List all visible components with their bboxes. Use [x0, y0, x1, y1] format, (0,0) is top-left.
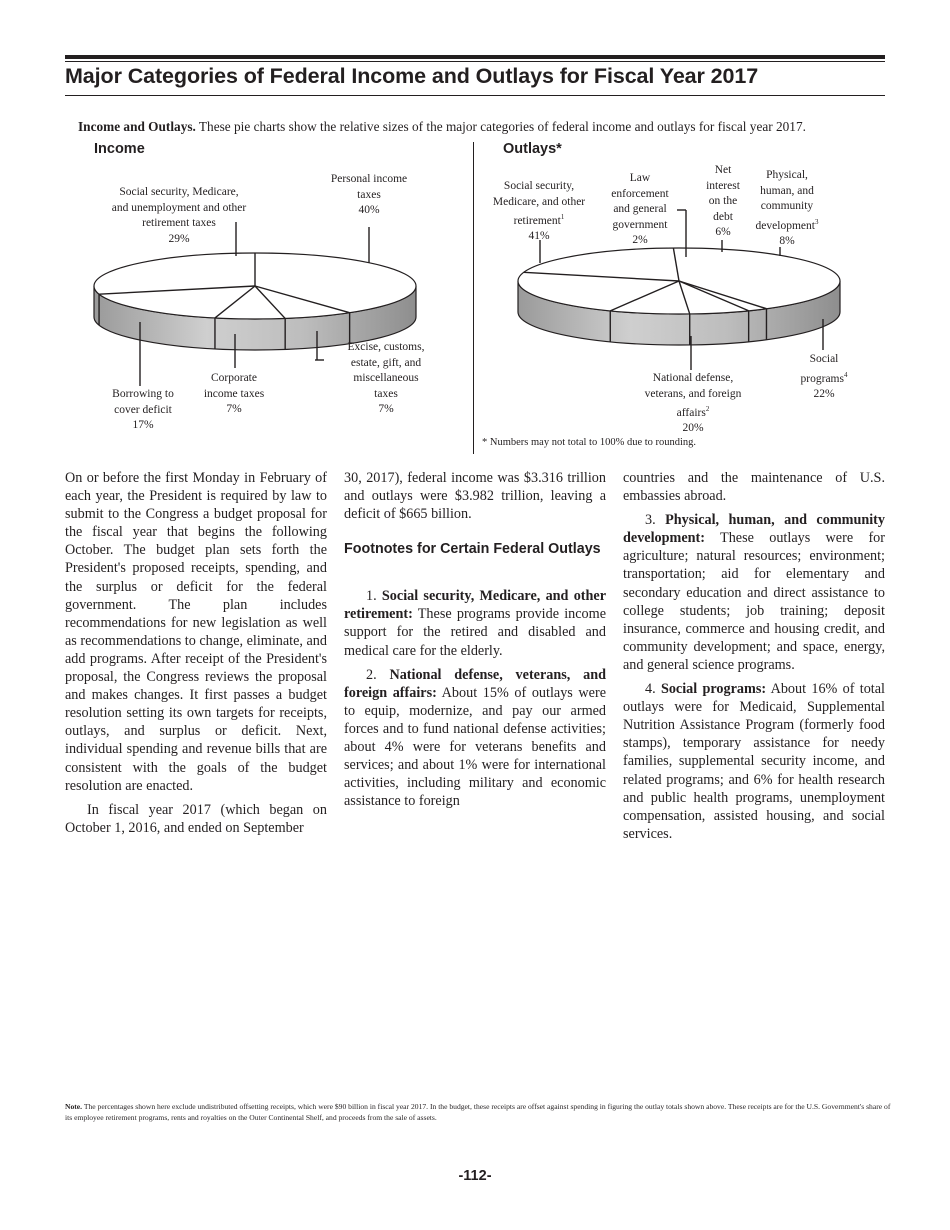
income-label-personal-l2: taxes	[357, 188, 381, 201]
footnote-4-text: About 16% of total outlays were for Medicaid, Supplemental Nutrition Assistance Program (formerly food stamps), temporary assistance for needy families, supplemental security income, and related programs; and 6% for health research and public health programs, unemployment compensation, assisted housing, and social services.	[623, 681, 885, 842]
footnote-4-title: Social programs:	[660, 681, 767, 698]
outlays-label-social-l2: Medicare, and other	[492, 195, 586, 208]
footnote-3-num: 3.	[645, 512, 656, 529]
body-column-1	[65, 469, 327, 837]
income-label-excise	[326, 340, 446, 418]
outlays-label-defense-sup: 2	[705, 405, 710, 413]
outlays-label-programs-l1: Social	[809, 353, 839, 365]
outlays-label-law-l1: Law	[629, 172, 651, 184]
footnote-4	[623, 680, 885, 843]
outlays-label-law-l3: and general	[613, 203, 667, 215]
income-label-personal-pct: 40%	[358, 204, 380, 216]
income-label-borrowing	[98, 387, 188, 434]
body-column-2	[344, 469, 606, 810]
income-label-excise-l4: taxes	[374, 387, 398, 400]
footnote-2-start	[344, 666, 606, 811]
outlays-label-law-pct: 2%	[632, 234, 648, 246]
body-paragraph-1: On or before the first Monday in February of each year, the President is required by law to submit to the Congress a budget proposal for the fiscal year that begins the following October. The budget plan sets forth the President's proposed receipts, spending, and the surplus or deficit for the federal government. The plan includes recommendations for new legislation as well as recommendations to change, eliminate, and add programs. After receipt of the President's proposal, the Congress reviews the proposal and makes changes. It first passes a budget resolution setting its own targets for receipts, outlays, and surplus or deficit. Next, individual spending and revenue bills that are consistent with the goals of the budget resolution are enacted.	[65, 470, 327, 794]
intro-lead: Income and Outlays.	[78, 119, 196, 134]
outlays-label-social-l1: Social security,	[503, 180, 575, 192]
outlays-label-defense-l3-text: affairs	[676, 406, 706, 419]
income-label-corporate-pct: 7%	[226, 403, 242, 415]
outlays-label-law-l2: enforcement	[611, 187, 669, 200]
body-column-3	[623, 469, 885, 843]
outlays-label-interest-l3: on the	[708, 195, 738, 207]
outlays-label-interest-l2: interest	[706, 179, 740, 192]
outlays-label-defense-l2: veterans, and foreign	[644, 387, 742, 400]
outlays-label-social-sup: 1	[560, 213, 565, 221]
outlays-label-social-l3	[474, 210, 604, 229]
income-label-social-l3: retirement taxes	[142, 217, 216, 229]
income-label-corporate-l2: income taxes	[203, 387, 265, 400]
outlays-label-programs-l2	[786, 368, 862, 387]
footnote-1-text: These programs provide income support for the retired and disabled and medical care for the elderly.	[344, 606, 606, 659]
outlays-label-social	[474, 179, 604, 245]
income-label-excise-l3: miscellaneous	[353, 372, 419, 384]
income-label-social	[97, 185, 261, 247]
outlays-label-physical-l2: human, and	[760, 184, 814, 197]
outlays-label-physical-l4-text: development	[755, 219, 815, 232]
outlays-label-programs	[786, 352, 862, 402]
outlays-label-defense-pct: 20%	[682, 422, 704, 435]
income-label-borrowing-l1: Borrowing to	[112, 388, 174, 400]
note-text: The percentages shown here exclude undistributed offsetting receipts, which were $90 billion in fiscal year 2017. In the budget, these receipts are offset against spending in figuring the outlay totals shown above. These receipts are for the U.S. Government's share of its employee retirement programs, rents and royalties on the Outer Continental Shelf, and proceeds from the sale of assets.	[65, 1102, 891, 1122]
income-label-social-pct: 29%	[168, 232, 190, 245]
outlays-label-physical-sup: 3	[814, 217, 819, 226]
outlays-footnote: * Numbers may not total to 100% due to rounding.	[482, 437, 697, 448]
outlays-label-physical-l1: Physical,	[766, 169, 808, 181]
outlays-label-physical-l3: community	[760, 200, 814, 212]
outlays-label-programs-pct: 22%	[813, 387, 835, 400]
outlays-label-social-pct: 41%	[528, 230, 550, 243]
footnote-4-num: 4.	[645, 681, 656, 698]
income-label-social-l1: Social security, Medicare,	[119, 186, 239, 198]
footnote-2-num: 2.	[366, 666, 390, 683]
outlays-label-interest-l1: Net	[714, 164, 732, 176]
footnote-2-title: National defense, veterans, and foreign affairs:	[344, 666, 606, 701]
page-number: -112-	[458, 1168, 492, 1184]
outlays-label-programs-l2-text: programs	[800, 372, 844, 385]
footnote-2-end: countries and the maintenance of U.S. embassies abroad.	[623, 470, 885, 505]
body-paragraph-2-start: In fiscal year 2017 (which began on October 1, 2016, and ended on September	[65, 801, 327, 836]
footnotes-heading: Footnotes for Certain Federal Outlays	[344, 541, 601, 558]
outlays-label-programs-sup: 4	[843, 370, 848, 379]
footnote-2-text: About 15% of outlays were to equip, modernize, and pay our armed forces and to fund national defense activities; about 4% were for veterans benefits and services; and about 1% were for international activities, including military and economic assistance to foreign	[344, 684, 606, 810]
page-note	[65, 1102, 895, 1123]
outlays-chart-title: Outlays*	[503, 141, 562, 157]
outlays-label-physical-pct: 8%	[779, 234, 795, 247]
outlays-label-defense	[623, 371, 763, 437]
income-label-personal-l1: Personal income	[330, 173, 408, 185]
income-label-personal	[312, 172, 426, 219]
outlays-label-physical	[744, 168, 830, 249]
income-label-borrowing-l2: cover deficit	[114, 403, 172, 416]
income-label-corporate	[188, 371, 280, 418]
outlays-label-law	[600, 171, 680, 249]
outlays-label-interest-pct: 6%	[715, 226, 731, 238]
outlays-label-defense-l1: National defense,	[652, 372, 734, 384]
income-label-excise-l1: Excise, customs,	[347, 341, 425, 353]
income-label-excise-l2: estate, gift, and	[350, 356, 422, 369]
body-paragraph-2-end: 30, 2017), federal income was $3.316 trillion and outlays were $3.982 trillion, leaving a deficit of $665 billion.	[344, 470, 606, 523]
footnote-3-title: Physical, human, and community development:	[623, 512, 885, 547]
footnote-1-title: Social security, Medicare, and other retirement:	[344, 588, 607, 623]
footnote-1-num: 1.	[366, 588, 377, 605]
outlays-label-social-l3-text: retirement	[513, 214, 561, 227]
income-label-excise-pct: 7%	[378, 403, 394, 415]
income-label-social-l2: and unemployment and other	[111, 201, 247, 214]
outlays-label-interest-l4: debt	[713, 210, 733, 223]
note-lead: Note.	[65, 1102, 83, 1111]
income-chart-title: Income	[94, 141, 145, 157]
footnote-3-text: These outlays were for agriculture; natural resources; environment; transportation; aid for elementary and secondary education and direct assistance to college students; job training; deposit insurance, commerce and housing credit, and community development; and space, energy, and general science programs.	[623, 530, 885, 673]
income-label-borrowing-pct: 17%	[132, 419, 154, 431]
footnote-3	[623, 511, 885, 674]
income-label-corporate-l1: Corporate	[211, 372, 257, 384]
outlays-label-defense-l3	[623, 402, 763, 421]
outlays-label-physical-l4	[744, 215, 830, 234]
footnote-1	[344, 587, 606, 659]
outlays-label-law-l4: government	[612, 218, 668, 231]
intro-body: These pie charts show the relative sizes of the major categories of federal income and outlays for fiscal year 2017.	[195, 119, 806, 134]
page-title: Major Categories of Federal Income and Outlays for Fiscal Year 2017	[65, 64, 759, 88]
